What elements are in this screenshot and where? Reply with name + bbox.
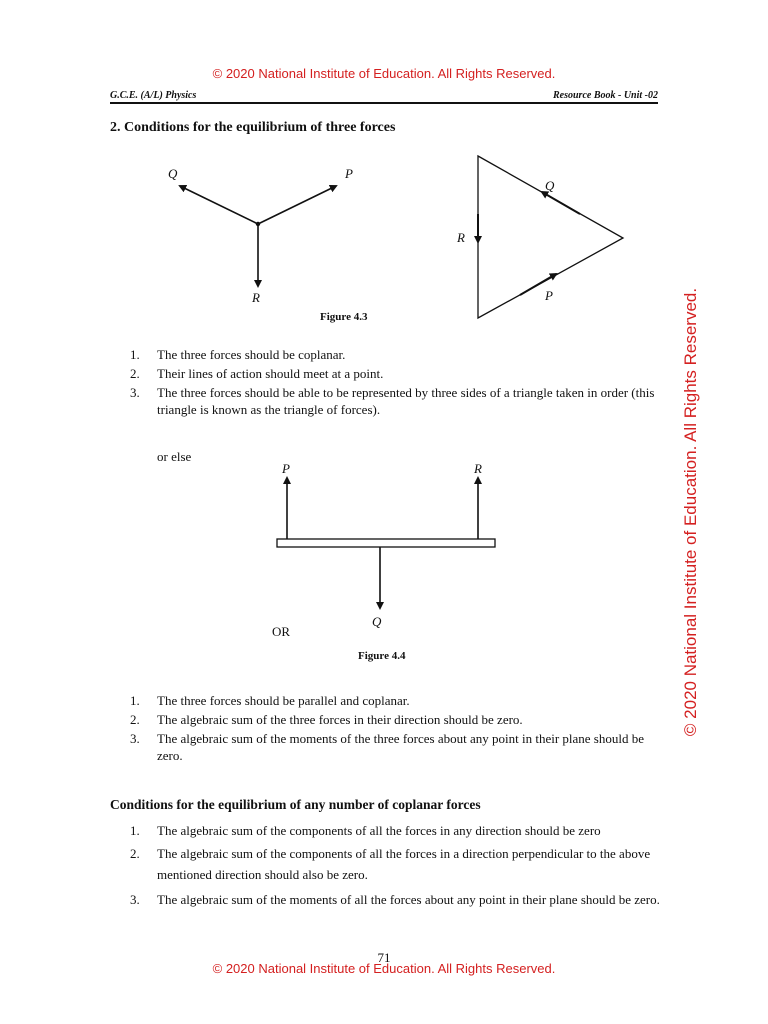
triangle-label-q: Q bbox=[545, 178, 555, 193]
list-item: 2. Their lines of action should meet at a point. bbox=[130, 366, 384, 381]
beam bbox=[277, 539, 495, 547]
label-q: Q bbox=[168, 166, 178, 181]
list-item: 2. The algebraic sum of the components of all the forces in a direction perpendicular to the above mentioned direction should also be zero. bbox=[130, 846, 651, 882]
triangle-label-r: R bbox=[457, 230, 465, 245]
section2-title: Conditions for the equilibrium of any number of coplanar forces bbox=[110, 797, 481, 812]
list-item: 1. The algebraic sum of the components of all the forces in any direction should be zero bbox=[130, 823, 601, 838]
beam-label-p: P bbox=[282, 461, 290, 476]
label-p: P bbox=[345, 166, 353, 181]
list-item: 1. The three forces should be coplanar. bbox=[130, 347, 346, 362]
figure-4-4-caption: Figure 4.4 bbox=[358, 650, 406, 662]
force-q-arrow bbox=[180, 186, 258, 224]
page-number: 71 bbox=[377, 950, 391, 965]
header-rule bbox=[110, 102, 658, 104]
list-item: 2. The algebraic sum of the three forces in their direction should be zero. bbox=[130, 712, 523, 727]
triangle-label-p: P bbox=[545, 288, 553, 303]
concurrency-point bbox=[256, 222, 260, 226]
list-item: 3. The algebraic sum of the moments of the three forces about any point in their plane should be zero. bbox=[130, 731, 644, 763]
beam-label-q: Q bbox=[372, 614, 382, 629]
force-p-arrow bbox=[258, 186, 336, 224]
copyright-top: © 2020 National Institute of Education. All Rights Reserved. bbox=[212, 66, 556, 81]
copyright-bottom: © 2020 National Institute of Education. All Rights Reserved. bbox=[212, 961, 556, 976]
list-three-forces-parallel bbox=[130, 692, 662, 766]
beam-label-r: R bbox=[474, 461, 482, 476]
header-right: Resource Book - Unit -02 bbox=[553, 90, 658, 101]
list-item: 3. The algebraic sum of the moments of all the forces about any point in their plane should be zero. bbox=[130, 892, 660, 907]
or-else-text: or else bbox=[157, 449, 192, 464]
label-r: R bbox=[252, 290, 260, 305]
list-coplanar-forces bbox=[130, 822, 662, 912]
figure-4-3-caption: Figure 4.3 bbox=[320, 311, 368, 323]
figure-4-3 bbox=[160, 150, 640, 330]
figure-4-4 bbox=[270, 470, 510, 620]
or-text: OR bbox=[272, 624, 291, 639]
triangle-q-arrow bbox=[542, 192, 580, 214]
header-left: G.C.E. (A/L) Physics bbox=[110, 90, 197, 101]
list-item: 3. The three forces should be able to be represented by three sides of a triangle taken in order (this triangle is known as the triangle of forces). bbox=[130, 385, 655, 417]
copyright-vertical: © 2020 National Institute of Education. All Rights Reserved. bbox=[681, 287, 700, 737]
list-item: 1. The three forces should be parallel and coplanar. bbox=[130, 693, 410, 708]
section-title: 2. Conditions for the equilibrium of three forces bbox=[110, 120, 396, 135]
list-three-forces-concurrent bbox=[130, 346, 662, 420]
